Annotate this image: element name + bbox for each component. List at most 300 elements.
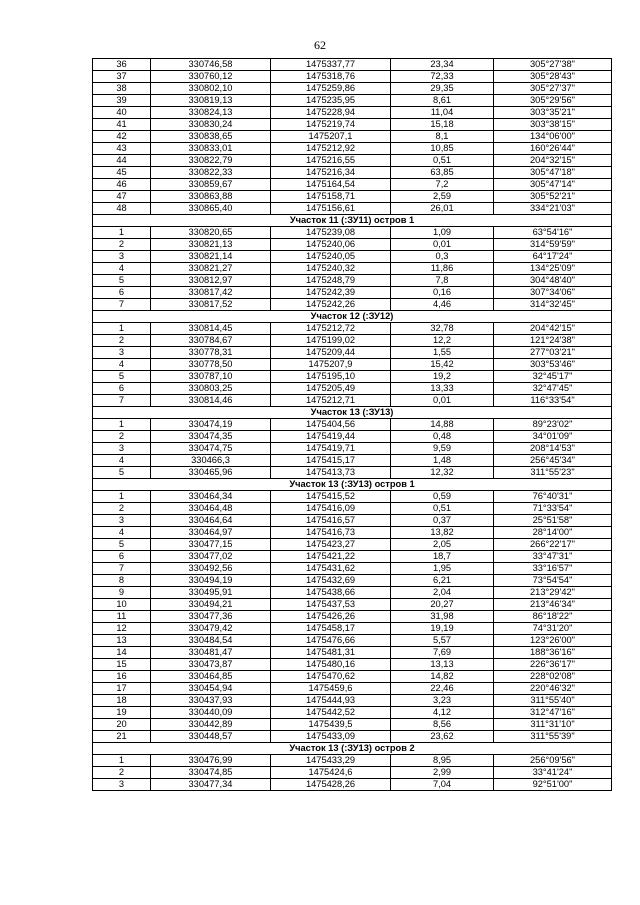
x-coordinate-cell: 330819,13 [151, 95, 271, 107]
x-coordinate-cell: 330464,48 [151, 503, 271, 515]
point-number-cell: 3 [93, 347, 151, 359]
point-number-cell: 5 [93, 275, 151, 287]
y-coordinate-cell: 1475433,09 [271, 731, 391, 743]
direction-angle-cell: 277°03'21" [494, 347, 612, 359]
direction-angle-cell: 266°22'17" [494, 539, 612, 551]
table-row [93, 155, 612, 167]
point-number-cell: 17 [93, 683, 151, 695]
point-number-cell: 9 [93, 587, 151, 599]
table-row [93, 119, 612, 131]
y-coordinate-cell: 1475216,34 [271, 167, 391, 179]
direction-angle-cell: 213°29'42" [494, 587, 612, 599]
direction-angle-cell: 311°55'39" [494, 731, 612, 743]
direction-angle-cell: 305°47'18" [494, 167, 612, 179]
table-row [93, 467, 612, 479]
table-row [93, 731, 612, 743]
direction-angle-cell: 303°38'15" [494, 119, 612, 131]
table-row [93, 647, 612, 659]
direction-angle-cell: 312°47'16" [494, 707, 612, 719]
y-coordinate-cell: 1475235,95 [271, 95, 391, 107]
table-row [93, 767, 612, 779]
distance-cell: 8,95 [391, 755, 494, 767]
table-row [93, 635, 612, 647]
distance-cell: 0,3 [391, 251, 494, 263]
x-coordinate-cell: 330477,15 [151, 539, 271, 551]
x-coordinate-cell: 330464,85 [151, 671, 271, 683]
x-coordinate-cell: 330448,57 [151, 731, 271, 743]
direction-angle-cell: 28°14'00" [494, 527, 612, 539]
point-number-cell: 11 [93, 611, 151, 623]
point-number-cell: 39 [93, 95, 151, 107]
distance-cell: 9,59 [391, 443, 494, 455]
x-coordinate-cell: 330495,91 [151, 587, 271, 599]
point-number-cell: 6 [93, 551, 151, 563]
table-row [93, 227, 612, 239]
direction-angle-cell: 33°16'57" [494, 563, 612, 575]
direction-angle-cell: 208°14'53" [494, 443, 612, 455]
table-row [93, 167, 612, 179]
point-number-cell: 1 [93, 755, 151, 767]
y-coordinate-cell: 1475212,71 [271, 395, 391, 407]
table-row [93, 455, 612, 467]
y-coordinate-cell: 1475439,5 [271, 719, 391, 731]
x-coordinate-cell: 330477,34 [151, 779, 271, 791]
distance-cell: 22,46 [391, 683, 494, 695]
section-title: Участок 13 (:ЗУ13) [93, 407, 612, 419]
y-coordinate-cell: 1475415,52 [271, 491, 391, 503]
section-title: Участок 13 (:ЗУ13) остров 1 [93, 479, 612, 491]
table-row [93, 659, 612, 671]
distance-cell: 13,13 [391, 659, 494, 671]
distance-cell: 72,33 [391, 71, 494, 83]
y-coordinate-cell: 1475438,66 [271, 587, 391, 599]
y-coordinate-cell: 1475415,17 [271, 455, 391, 467]
section-header-row [93, 311, 612, 323]
direction-angle-cell: 311°55'40" [494, 695, 612, 707]
table-row [93, 251, 612, 263]
distance-cell: 2,59 [391, 191, 494, 203]
x-coordinate-cell: 330464,64 [151, 515, 271, 527]
table-row [93, 707, 612, 719]
direction-angle-cell: 63°54'16" [494, 227, 612, 239]
table-row [93, 371, 612, 383]
direction-angle-cell: 32°47'45" [494, 383, 612, 395]
point-number-cell: 3 [93, 443, 151, 455]
point-number-cell: 4 [93, 455, 151, 467]
distance-cell: 1,55 [391, 347, 494, 359]
y-coordinate-cell: 1475248,79 [271, 275, 391, 287]
x-coordinate-cell: 330824,13 [151, 107, 271, 119]
x-coordinate-cell: 330466,3 [151, 455, 271, 467]
distance-cell: 20,27 [391, 599, 494, 611]
table-row [93, 179, 612, 191]
point-number-cell: 43 [93, 143, 151, 155]
table-row [93, 719, 612, 731]
direction-angle-cell: 334°21'03" [494, 203, 612, 215]
table-row [93, 131, 612, 143]
y-coordinate-cell: 1475416,09 [271, 503, 391, 515]
coordinates-table [92, 58, 612, 791]
direction-angle-cell: 121°24'38" [494, 335, 612, 347]
direction-angle-cell: 303°35'21" [494, 107, 612, 119]
direction-angle-cell: 116°33'54" [494, 395, 612, 407]
table-row [93, 299, 612, 311]
table-row [93, 143, 612, 155]
direction-angle-cell: 64°17'24" [494, 251, 612, 263]
distance-cell: 0,59 [391, 491, 494, 503]
point-number-cell: 8 [93, 575, 151, 587]
section-header-row [93, 743, 612, 755]
direction-angle-cell: 34°01'09" [494, 431, 612, 443]
x-coordinate-cell: 330464,34 [151, 491, 271, 503]
point-number-cell: 5 [93, 467, 151, 479]
point-number-cell: 41 [93, 119, 151, 131]
direction-angle-cell: 307°34'06" [494, 287, 612, 299]
point-number-cell: 5 [93, 371, 151, 383]
direction-angle-cell: 204°42'15" [494, 323, 612, 335]
table-row [93, 611, 612, 623]
x-coordinate-cell: 330494,21 [151, 599, 271, 611]
point-number-cell: 5 [93, 539, 151, 551]
x-coordinate-cell: 330863,88 [151, 191, 271, 203]
point-number-cell: 4 [93, 263, 151, 275]
point-number-cell: 4 [93, 359, 151, 371]
point-number-cell: 3 [93, 779, 151, 791]
y-coordinate-cell: 1475209,44 [271, 347, 391, 359]
x-coordinate-cell: 330454,94 [151, 683, 271, 695]
y-coordinate-cell: 1475207,9 [271, 359, 391, 371]
x-coordinate-cell: 330479,42 [151, 623, 271, 635]
y-coordinate-cell: 1475239,08 [271, 227, 391, 239]
direction-angle-cell: 314°32'45" [494, 299, 612, 311]
table-row [93, 335, 612, 347]
distance-cell: 23,62 [391, 731, 494, 743]
y-coordinate-cell: 1475424,6 [271, 767, 391, 779]
table-row [93, 575, 612, 587]
distance-cell: 12,32 [391, 467, 494, 479]
table-row [93, 599, 612, 611]
distance-cell: 32,78 [391, 323, 494, 335]
direction-angle-cell: 76°40'31" [494, 491, 612, 503]
point-number-cell: 20 [93, 719, 151, 731]
point-number-cell: 7 [93, 563, 151, 575]
section-title: Участок 13 (:ЗУ13) остров 2 [93, 743, 612, 755]
x-coordinate-cell: 330859,67 [151, 179, 271, 191]
point-number-cell: 2 [93, 239, 151, 251]
direction-angle-cell: 311°31'10" [494, 719, 612, 731]
direction-angle-cell: 92°51'00" [494, 779, 612, 791]
y-coordinate-cell: 1475337,77 [271, 59, 391, 71]
direction-angle-cell: 71°33'54" [494, 503, 612, 515]
direction-angle-cell: 86°18'22" [494, 611, 612, 623]
point-number-cell: 7 [93, 299, 151, 311]
y-coordinate-cell: 1475195,10 [271, 371, 391, 383]
direction-angle-cell: 33°47'31" [494, 551, 612, 563]
table-row [93, 503, 612, 515]
page-number: 62 [314, 38, 326, 52]
distance-cell: 1,48 [391, 455, 494, 467]
table-row [93, 551, 612, 563]
y-coordinate-cell: 1475416,57 [271, 515, 391, 527]
direction-angle-cell: 160°26'44" [494, 143, 612, 155]
direction-angle-cell: 32°45'17" [494, 371, 612, 383]
x-coordinate-cell: 330812,97 [151, 275, 271, 287]
distance-cell: 11,86 [391, 263, 494, 275]
point-number-cell: 12 [93, 623, 151, 635]
section-header-row [93, 215, 612, 227]
table-row [93, 71, 612, 83]
distance-cell: 0,01 [391, 239, 494, 251]
section-header-row [93, 479, 612, 491]
point-number-cell: 6 [93, 383, 151, 395]
x-coordinate-cell: 330821,27 [151, 263, 271, 275]
table-row [93, 203, 612, 215]
table-row [93, 275, 612, 287]
x-coordinate-cell: 330476,99 [151, 755, 271, 767]
direction-angle-cell: 220°46'32" [494, 683, 612, 695]
distance-cell: 0,48 [391, 431, 494, 443]
x-coordinate-cell: 330494,19 [151, 575, 271, 587]
y-coordinate-cell: 1475219,74 [271, 119, 391, 131]
table-row [93, 347, 612, 359]
direction-angle-cell: 305°27'37" [494, 83, 612, 95]
direction-angle-cell: 305°52'21" [494, 191, 612, 203]
direction-angle-cell: 303°53'46" [494, 359, 612, 371]
table-row [93, 623, 612, 635]
table-row [93, 491, 612, 503]
y-coordinate-cell: 1475156,61 [271, 203, 391, 215]
table-row [93, 695, 612, 707]
point-number-cell: 18 [93, 695, 151, 707]
y-coordinate-cell: 1475419,71 [271, 443, 391, 455]
x-coordinate-cell: 330474,19 [151, 419, 271, 431]
x-coordinate-cell: 330838,65 [151, 131, 271, 143]
x-coordinate-cell: 330817,52 [151, 299, 271, 311]
point-number-cell: 4 [93, 527, 151, 539]
direction-angle-cell: 305°29'56" [494, 95, 612, 107]
distance-cell: 2,04 [391, 587, 494, 599]
y-coordinate-cell: 1475259,86 [271, 83, 391, 95]
y-coordinate-cell: 1475437,53 [271, 599, 391, 611]
point-number-cell: 47 [93, 191, 151, 203]
x-coordinate-cell: 330437,93 [151, 695, 271, 707]
table-row [93, 95, 612, 107]
y-coordinate-cell: 1475481,31 [271, 647, 391, 659]
x-coordinate-cell: 330822,79 [151, 155, 271, 167]
distance-cell: 14,82 [391, 671, 494, 683]
distance-cell: 2,99 [391, 767, 494, 779]
y-coordinate-cell: 1475228,94 [271, 107, 391, 119]
table-row [93, 443, 612, 455]
x-coordinate-cell: 330760,12 [151, 71, 271, 83]
y-coordinate-cell: 1475444,93 [271, 695, 391, 707]
direction-angle-cell: 123°26'00" [494, 635, 612, 647]
y-coordinate-cell: 1475205,49 [271, 383, 391, 395]
y-coordinate-cell: 1475458,17 [271, 623, 391, 635]
table-row [93, 683, 612, 695]
x-coordinate-cell: 330473,87 [151, 659, 271, 671]
direction-angle-cell: 305°47'14" [494, 179, 612, 191]
x-coordinate-cell: 330477,36 [151, 611, 271, 623]
point-number-cell: 1 [93, 227, 151, 239]
x-coordinate-cell: 330746,58 [151, 59, 271, 71]
point-number-cell: 37 [93, 71, 151, 83]
distance-cell: 1,09 [391, 227, 494, 239]
point-number-cell: 42 [93, 131, 151, 143]
distance-cell: 6,21 [391, 575, 494, 587]
point-number-cell: 1 [93, 491, 151, 503]
distance-cell: 3,23 [391, 695, 494, 707]
y-coordinate-cell: 1475318,76 [271, 71, 391, 83]
point-number-cell: 19 [93, 707, 151, 719]
y-coordinate-cell: 1475240,06 [271, 239, 391, 251]
direction-angle-cell: 256°09'56" [494, 755, 612, 767]
point-number-cell: 14 [93, 647, 151, 659]
point-number-cell: 45 [93, 167, 151, 179]
point-number-cell: 21 [93, 731, 151, 743]
point-number-cell: 3 [93, 251, 151, 263]
table-row [93, 239, 612, 251]
section-title: Участок 11 (:ЗУ11) остров 1 [93, 215, 612, 227]
x-coordinate-cell: 330484,54 [151, 635, 271, 647]
distance-cell: 11,04 [391, 107, 494, 119]
y-coordinate-cell: 1475432,69 [271, 575, 391, 587]
table-row [93, 779, 612, 791]
distance-cell: 2,05 [391, 539, 494, 551]
distance-cell: 5,57 [391, 635, 494, 647]
y-coordinate-cell: 1475240,05 [271, 251, 391, 263]
direction-angle-cell: 256°45'34" [494, 455, 612, 467]
x-coordinate-cell: 330440,09 [151, 707, 271, 719]
x-coordinate-cell: 330802,10 [151, 83, 271, 95]
x-coordinate-cell: 330784,67 [151, 335, 271, 347]
table-row [93, 263, 612, 275]
direction-angle-cell: 134°25'09" [494, 263, 612, 275]
distance-cell: 14,88 [391, 419, 494, 431]
y-coordinate-cell: 1475216,55 [271, 155, 391, 167]
point-number-cell: 16 [93, 671, 151, 683]
point-number-cell: 3 [93, 515, 151, 527]
coordinates-table-body [93, 59, 612, 791]
direction-angle-cell: 73°54'54" [494, 575, 612, 587]
table-row [93, 587, 612, 599]
y-coordinate-cell: 1475426,26 [271, 611, 391, 623]
table-row [93, 515, 612, 527]
y-coordinate-cell: 1475419,44 [271, 431, 391, 443]
point-number-cell: 1 [93, 323, 151, 335]
distance-cell: 19,2 [391, 371, 494, 383]
x-coordinate-cell: 330822,33 [151, 167, 271, 179]
y-coordinate-cell: 1475459,6 [271, 683, 391, 695]
x-coordinate-cell: 330803,25 [151, 383, 271, 395]
table-row [93, 359, 612, 371]
y-coordinate-cell: 1475404,56 [271, 419, 391, 431]
x-coordinate-cell: 330833,01 [151, 143, 271, 155]
point-number-cell: 2 [93, 431, 151, 443]
table-row [93, 83, 612, 95]
y-coordinate-cell: 1475433,29 [271, 755, 391, 767]
distance-cell: 13,82 [391, 527, 494, 539]
distance-cell: 8,56 [391, 719, 494, 731]
x-coordinate-cell: 330442,89 [151, 719, 271, 731]
y-coordinate-cell: 1475199,02 [271, 335, 391, 347]
point-number-cell: 40 [93, 107, 151, 119]
distance-cell: 63,85 [391, 167, 494, 179]
point-number-cell: 10 [93, 599, 151, 611]
distance-cell: 13,33 [391, 383, 494, 395]
point-number-cell: 1 [93, 419, 151, 431]
direction-angle-cell: 305°28'43" [494, 71, 612, 83]
direction-angle-cell: 311°55'23" [494, 467, 612, 479]
distance-cell: 0,51 [391, 155, 494, 167]
y-coordinate-cell: 1475423,27 [271, 539, 391, 551]
point-number-cell: 46 [93, 179, 151, 191]
table-row [93, 527, 612, 539]
distance-cell: 15,42 [391, 359, 494, 371]
y-coordinate-cell: 1475428,26 [271, 779, 391, 791]
section-title: Участок 12 (:ЗУ12) [93, 311, 612, 323]
y-coordinate-cell: 1475164,54 [271, 179, 391, 191]
y-coordinate-cell: 1475480,16 [271, 659, 391, 671]
x-coordinate-cell: 330474,75 [151, 443, 271, 455]
x-coordinate-cell: 330778,50 [151, 359, 271, 371]
point-number-cell: 7 [93, 395, 151, 407]
x-coordinate-cell: 330778,31 [151, 347, 271, 359]
x-coordinate-cell: 330814,45 [151, 323, 271, 335]
x-coordinate-cell: 330830,24 [151, 119, 271, 131]
y-coordinate-cell: 1475476,66 [271, 635, 391, 647]
distance-cell: 19,19 [391, 623, 494, 635]
direction-angle-cell: 25°51'58" [494, 515, 612, 527]
x-coordinate-cell: 330814,46 [151, 395, 271, 407]
y-coordinate-cell: 1475212,92 [271, 143, 391, 155]
table-row [93, 755, 612, 767]
direction-angle-cell: 188°36'16" [494, 647, 612, 659]
y-coordinate-cell: 1475416,73 [271, 527, 391, 539]
direction-angle-cell: 74°31'20" [494, 623, 612, 635]
distance-cell: 7,8 [391, 275, 494, 287]
y-coordinate-cell: 1475158,71 [271, 191, 391, 203]
distance-cell: 0,37 [391, 515, 494, 527]
x-coordinate-cell: 330481,47 [151, 647, 271, 659]
direction-angle-cell: 89°23'02" [494, 419, 612, 431]
point-number-cell: 15 [93, 659, 151, 671]
x-coordinate-cell: 330817,42 [151, 287, 271, 299]
y-coordinate-cell: 1475242,26 [271, 299, 391, 311]
direction-angle-cell: 305°27'38" [494, 59, 612, 71]
distance-cell: 29,35 [391, 83, 494, 95]
distance-cell: 1,95 [391, 563, 494, 575]
direction-angle-cell: 304°48'40" [494, 275, 612, 287]
y-coordinate-cell: 1475207,1 [271, 131, 391, 143]
direction-angle-cell: 204°32'15" [494, 155, 612, 167]
direction-angle-cell: 228°02'08" [494, 671, 612, 683]
table-row [93, 323, 612, 335]
distance-cell: 8,1 [391, 131, 494, 143]
y-coordinate-cell: 1475212,72 [271, 323, 391, 335]
x-coordinate-cell: 330821,14 [151, 251, 271, 263]
point-number-cell: 38 [93, 83, 151, 95]
distance-cell: 0,01 [391, 395, 494, 407]
distance-cell: 18,7 [391, 551, 494, 563]
table-row [93, 563, 612, 575]
distance-cell: 0,51 [391, 503, 494, 515]
distance-cell: 15,18 [391, 119, 494, 131]
distance-cell: 26,01 [391, 203, 494, 215]
y-coordinate-cell: 1475470,62 [271, 671, 391, 683]
section-header-row [93, 407, 612, 419]
direction-angle-cell: 134°06'00" [494, 131, 612, 143]
